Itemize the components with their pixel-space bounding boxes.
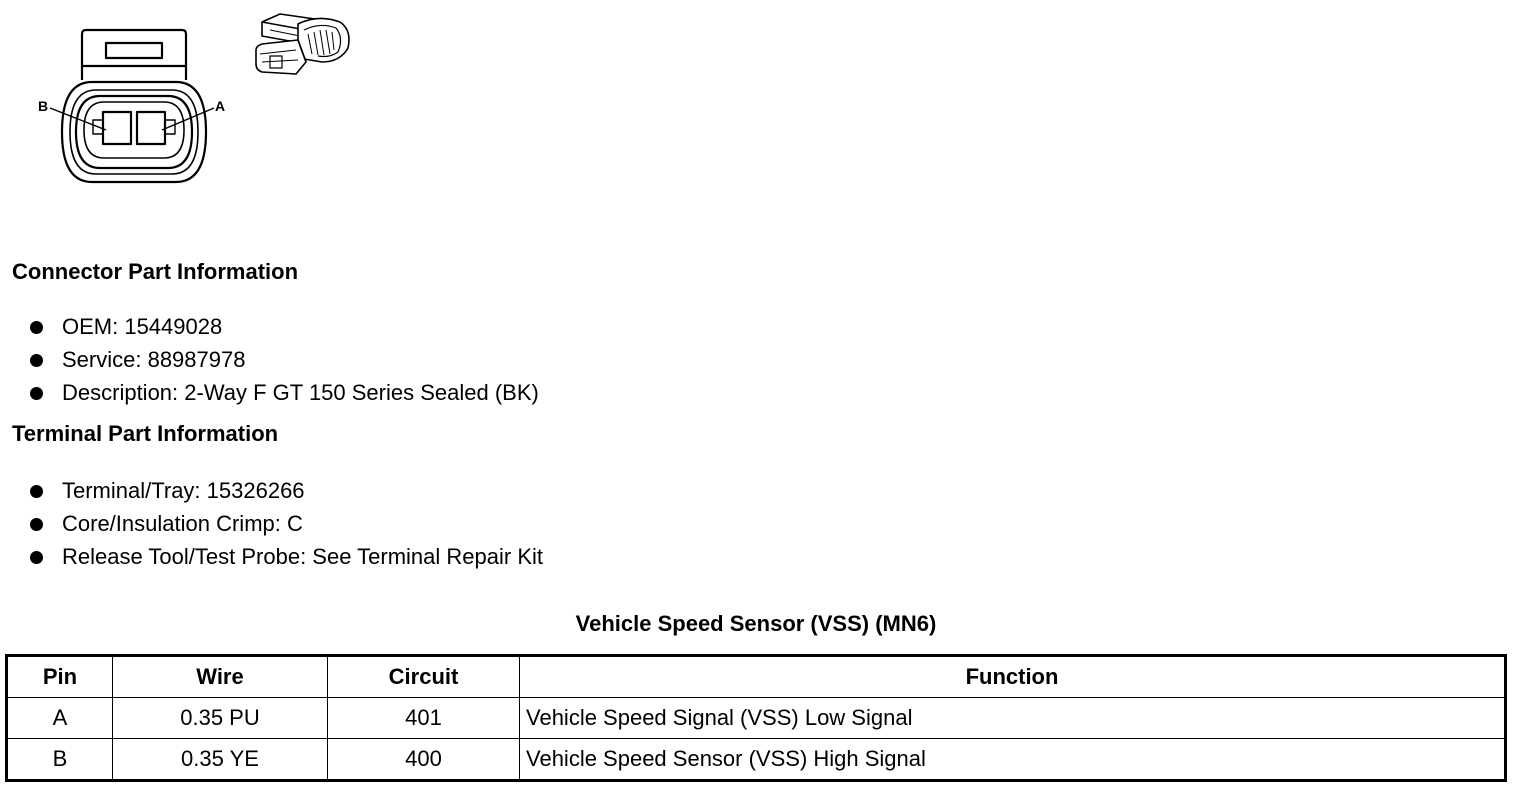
table-row — [7, 698, 1506, 739]
terminal-info-list — [0, 478, 543, 577]
table-row — [7, 739, 1506, 781]
list-item — [0, 511, 543, 544]
connector-iso-view — [256, 14, 349, 74]
cell-function: Vehicle Speed Sensor (VSS) High Signal — [520, 739, 1506, 781]
connector-diagram — [0, 0, 380, 200]
cell-wire: 0.35 PU — [113, 698, 328, 739]
list-item — [0, 347, 539, 380]
table-title: Vehicle Speed Sensor (VSS) (MN6) — [575, 611, 937, 636]
cavity-a — [137, 112, 165, 144]
bullet-icon — [30, 551, 43, 564]
table-header-row — [7, 656, 1506, 698]
terminal-crimp: Core/Insulation Crimp: C — [62, 511, 303, 536]
cell-circuit: 401 — [328, 698, 520, 739]
list-item — [0, 544, 543, 577]
list-item — [0, 478, 543, 511]
bullet-icon — [30, 485, 43, 498]
connector-service: Service: 88987978 — [62, 347, 246, 372]
bullet-icon — [30, 321, 43, 334]
connector-description: Description: 2-Way F GT 150 Series Sealed (BK) — [62, 380, 539, 405]
connector-lock-window — [106, 43, 162, 58]
connector-info-heading: Connector Part Information — [12, 259, 299, 284]
cell-wire: 0.35 YE — [113, 739, 328, 781]
terminal-tray: Terminal/Tray: 15326266 — [62, 478, 305, 503]
connector-oem: OEM: 15449028 — [62, 314, 223, 339]
connector-seal — [84, 102, 184, 158]
bullet-icon — [30, 387, 43, 400]
terminal-info-heading: Terminal Part Information — [12, 421, 279, 446]
terminal-release-tool: Release Tool/Test Probe: See Terminal Repair Kit — [62, 544, 543, 569]
list-item — [0, 380, 539, 413]
connector-lock-tab — [82, 30, 186, 80]
bullet-icon — [30, 354, 43, 367]
connector-info-list — [0, 314, 539, 413]
pin-label-b: B — [38, 98, 49, 114]
cell-pin: B — [7, 739, 113, 781]
column-header-function: Function — [520, 656, 1506, 698]
column-header-pin: Pin — [7, 656, 113, 698]
cavity-b — [103, 112, 131, 144]
column-header-wire: Wire — [113, 656, 328, 698]
cell-circuit: 400 — [328, 739, 520, 781]
cell-pin: A — [7, 698, 113, 739]
cell-function: Vehicle Speed Signal (VSS) Low Signal — [520, 698, 1506, 739]
pinout-table — [5, 654, 1507, 782]
column-header-circuit: Circuit — [328, 656, 520, 698]
list-item — [0, 314, 539, 347]
bullet-icon — [30, 518, 43, 531]
pin-label-a: A — [215, 98, 226, 114]
